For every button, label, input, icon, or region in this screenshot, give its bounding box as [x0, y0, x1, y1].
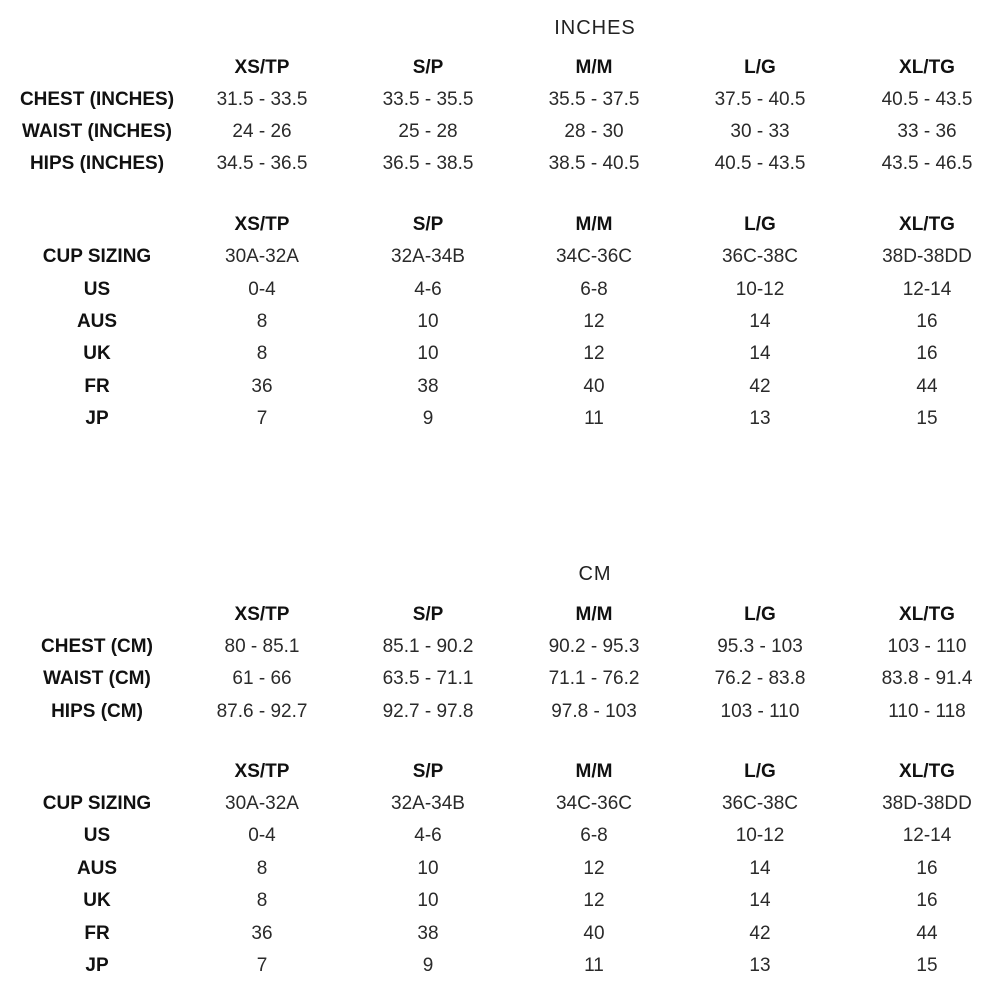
table-cell: 12-14	[902, 279, 952, 300]
table-cell: 63.5 - 71.1	[382, 668, 474, 689]
size-header-xs: XS/TP	[234, 761, 290, 782]
table-cell: 6-8	[580, 279, 608, 300]
row-label: AUS	[76, 311, 118, 332]
table-cell: 25 - 28	[398, 121, 458, 142]
table-cell: 16	[916, 311, 938, 332]
row-label: AUS	[76, 858, 118, 879]
table-cell: 12	[583, 311, 605, 332]
table-cell: 71.1 - 76.2	[548, 668, 640, 689]
table-row-chest-inches	[0, 84, 1000, 116]
cm-section-title: CM	[578, 563, 612, 585]
inches-section-title: INCHES	[554, 17, 636, 39]
table-cell: 36C-38C	[721, 246, 799, 267]
table-cell: 103 - 110	[887, 636, 967, 657]
table-cell: 30A-32A	[225, 793, 299, 814]
row-label: UK	[83, 890, 111, 911]
table-cell: 95.3 - 103	[717, 636, 803, 657]
table-cell: 43.5 - 46.5	[881, 153, 973, 174]
table-cell: 13	[749, 955, 771, 976]
row-label: CUP SIZING	[42, 246, 152, 267]
size-header-xs: XS/TP	[234, 604, 290, 625]
table-cell: 110 - 118	[888, 701, 966, 722]
table-cell: 40	[583, 923, 605, 944]
table-cell: 28 - 30	[564, 121, 624, 142]
table-cell: 85.1 - 90.2	[382, 636, 474, 657]
size-header-s: S/P	[412, 604, 444, 625]
table-cell: 10	[417, 890, 439, 911]
table-row-hips-inches	[0, 148, 1000, 180]
table-cell: 32A-34B	[391, 246, 465, 267]
table-cell: 24 - 26	[232, 121, 292, 142]
cm-measurements-header-row	[0, 599, 1000, 631]
size-header-l: L/G	[744, 214, 776, 235]
size-header-xl: XL/TG	[899, 604, 955, 625]
row-label: WAIST (INCHES)	[22, 121, 172, 142]
row-label: FR	[84, 376, 110, 397]
table-cell: 16	[916, 343, 938, 364]
row-label: WAIST (CM)	[43, 668, 151, 689]
table-cell: 4-6	[414, 825, 442, 846]
table-cell: 33.5 - 35.5	[382, 89, 474, 110]
table-cell: 0-4	[248, 279, 276, 300]
inches-measurements-header-row	[0, 52, 1000, 84]
table-cell: 36	[251, 923, 273, 944]
table-cell: 44	[916, 376, 938, 397]
table-cell: 61 - 66	[232, 668, 292, 689]
table-cell: 8	[256, 311, 268, 332]
table-cell: 7	[256, 955, 268, 976]
table-cell: 8	[256, 890, 268, 911]
size-header-xs: XS/TP	[234, 57, 290, 78]
size-header-s: S/P	[412, 214, 444, 235]
table-cell: 15	[916, 955, 938, 976]
table-row-aus	[0, 306, 1000, 338]
size-header-s: S/P	[412, 57, 444, 78]
table-cell: 11	[584, 955, 604, 976]
table-cell: 83.8 - 91.4	[881, 668, 973, 689]
size-header-m: M/M	[575, 761, 613, 782]
table-cell: 10	[417, 858, 439, 879]
size-header-s: S/P	[412, 761, 444, 782]
table-row-cup-sizing	[0, 241, 1000, 273]
size-header-m: M/M	[575, 57, 613, 78]
row-label: JP	[85, 955, 109, 976]
table-cell: 92.7 - 97.8	[382, 701, 474, 722]
table-cell: 8	[256, 343, 268, 364]
table-row-waist-cm	[0, 663, 1000, 695]
table-cell: 34C-36C	[555, 793, 633, 814]
table-row-us	[0, 274, 1000, 306]
table-row-us	[0, 820, 1000, 852]
table-cell: 12	[583, 858, 605, 879]
cm-conversion-header-row	[0, 756, 1000, 788]
table-cell: 12	[583, 343, 605, 364]
table-cell: 30 - 33	[730, 121, 790, 142]
table-row-aus	[0, 853, 1000, 885]
row-label: CUP SIZING	[42, 793, 152, 814]
table-cell: 37.5 - 40.5	[714, 89, 806, 110]
table-cell: 12-14	[902, 825, 952, 846]
table-row-waist-inches	[0, 116, 1000, 148]
table-cell: 15	[916, 408, 938, 429]
table-row-hips-cm	[0, 696, 1000, 728]
size-header-xs: XS/TP	[234, 214, 290, 235]
table-cell: 76.2 - 83.8	[714, 668, 806, 689]
table-cell: 4-6	[414, 279, 442, 300]
table-cell: 14	[749, 311, 771, 332]
table-cell: 44	[916, 923, 938, 944]
table-cell: 30A-32A	[225, 246, 299, 267]
size-header-xl: XL/TG	[899, 214, 955, 235]
table-row-jp	[0, 950, 1000, 982]
table-cell: 14	[749, 890, 771, 911]
table-cell: 0-4	[248, 825, 276, 846]
row-label: HIPS (INCHES)	[29, 153, 165, 174]
table-cell: 97.8 - 103	[551, 701, 637, 722]
row-label: UK	[83, 343, 111, 364]
table-cell: 87.6 - 92.7	[216, 701, 308, 722]
inches-conversion-header-row	[0, 209, 1000, 241]
row-label: CHEST (INCHES)	[19, 89, 175, 110]
table-cell: 9	[422, 955, 434, 976]
table-cell: 10	[417, 343, 439, 364]
size-header-xl: XL/TG	[899, 761, 955, 782]
size-header-l: L/G	[744, 761, 776, 782]
table-cell: 12	[583, 890, 605, 911]
table-cell: 40.5 - 43.5	[881, 89, 973, 110]
size-header-l: L/G	[744, 57, 776, 78]
table-cell: 90.2 - 95.3	[548, 636, 640, 657]
table-cell: 34C-36C	[555, 246, 633, 267]
size-header-l: L/G	[744, 604, 776, 625]
table-cell: 38D-38DD	[882, 793, 972, 814]
row-label: US	[83, 825, 111, 846]
table-cell: 42	[749, 923, 771, 944]
table-cell: 40	[583, 376, 605, 397]
table-cell: 14	[749, 858, 771, 879]
size-header-m: M/M	[575, 214, 613, 235]
table-cell: 33 - 36	[897, 121, 957, 142]
table-row-fr	[0, 918, 1000, 950]
table-row-uk	[0, 885, 1000, 917]
table-row-uk	[0, 338, 1000, 370]
row-label: FR	[84, 923, 110, 944]
table-row-fr	[0, 371, 1000, 403]
row-label: JP	[85, 408, 109, 429]
table-cell: 10-12	[735, 825, 785, 846]
table-cell: 11	[584, 408, 604, 429]
table-cell: 10-12	[735, 279, 785, 300]
table-cell: 16	[916, 858, 938, 879]
table-cell: 34.5 - 36.5	[216, 153, 308, 174]
table-cell: 38	[417, 923, 439, 944]
row-label: HIPS (CM)	[51, 701, 143, 722]
table-cell: 38	[417, 376, 439, 397]
table-cell: 14	[749, 343, 771, 364]
table-cell: 36	[251, 376, 273, 397]
table-row-cup-sizing	[0, 788, 1000, 820]
table-cell: 36C-38C	[721, 793, 799, 814]
table-cell: 103 - 110	[720, 701, 800, 722]
table-cell: 9	[422, 408, 434, 429]
table-cell: 6-8	[580, 825, 608, 846]
table-cell: 42	[749, 376, 771, 397]
size-header-xl: XL/TG	[899, 57, 955, 78]
row-label: US	[83, 279, 111, 300]
table-cell: 16	[916, 890, 938, 911]
table-cell: 13	[749, 408, 771, 429]
table-row-chest-cm	[0, 631, 1000, 663]
table-row-jp	[0, 403, 1000, 435]
table-cell: 10	[417, 311, 439, 332]
row-label: CHEST (CM)	[41, 636, 153, 657]
table-cell: 80 - 85.1	[224, 636, 300, 657]
table-cell: 38.5 - 40.5	[548, 153, 640, 174]
table-cell: 7	[256, 408, 268, 429]
table-cell: 36.5 - 38.5	[382, 153, 474, 174]
size-header-m: M/M	[575, 604, 613, 625]
table-cell: 32A-34B	[391, 793, 465, 814]
table-cell: 38D-38DD	[882, 246, 972, 267]
table-cell: 40.5 - 43.5	[714, 153, 806, 174]
table-cell: 31.5 - 33.5	[216, 89, 308, 110]
table-cell: 35.5 - 37.5	[548, 89, 640, 110]
table-cell: 8	[256, 858, 268, 879]
